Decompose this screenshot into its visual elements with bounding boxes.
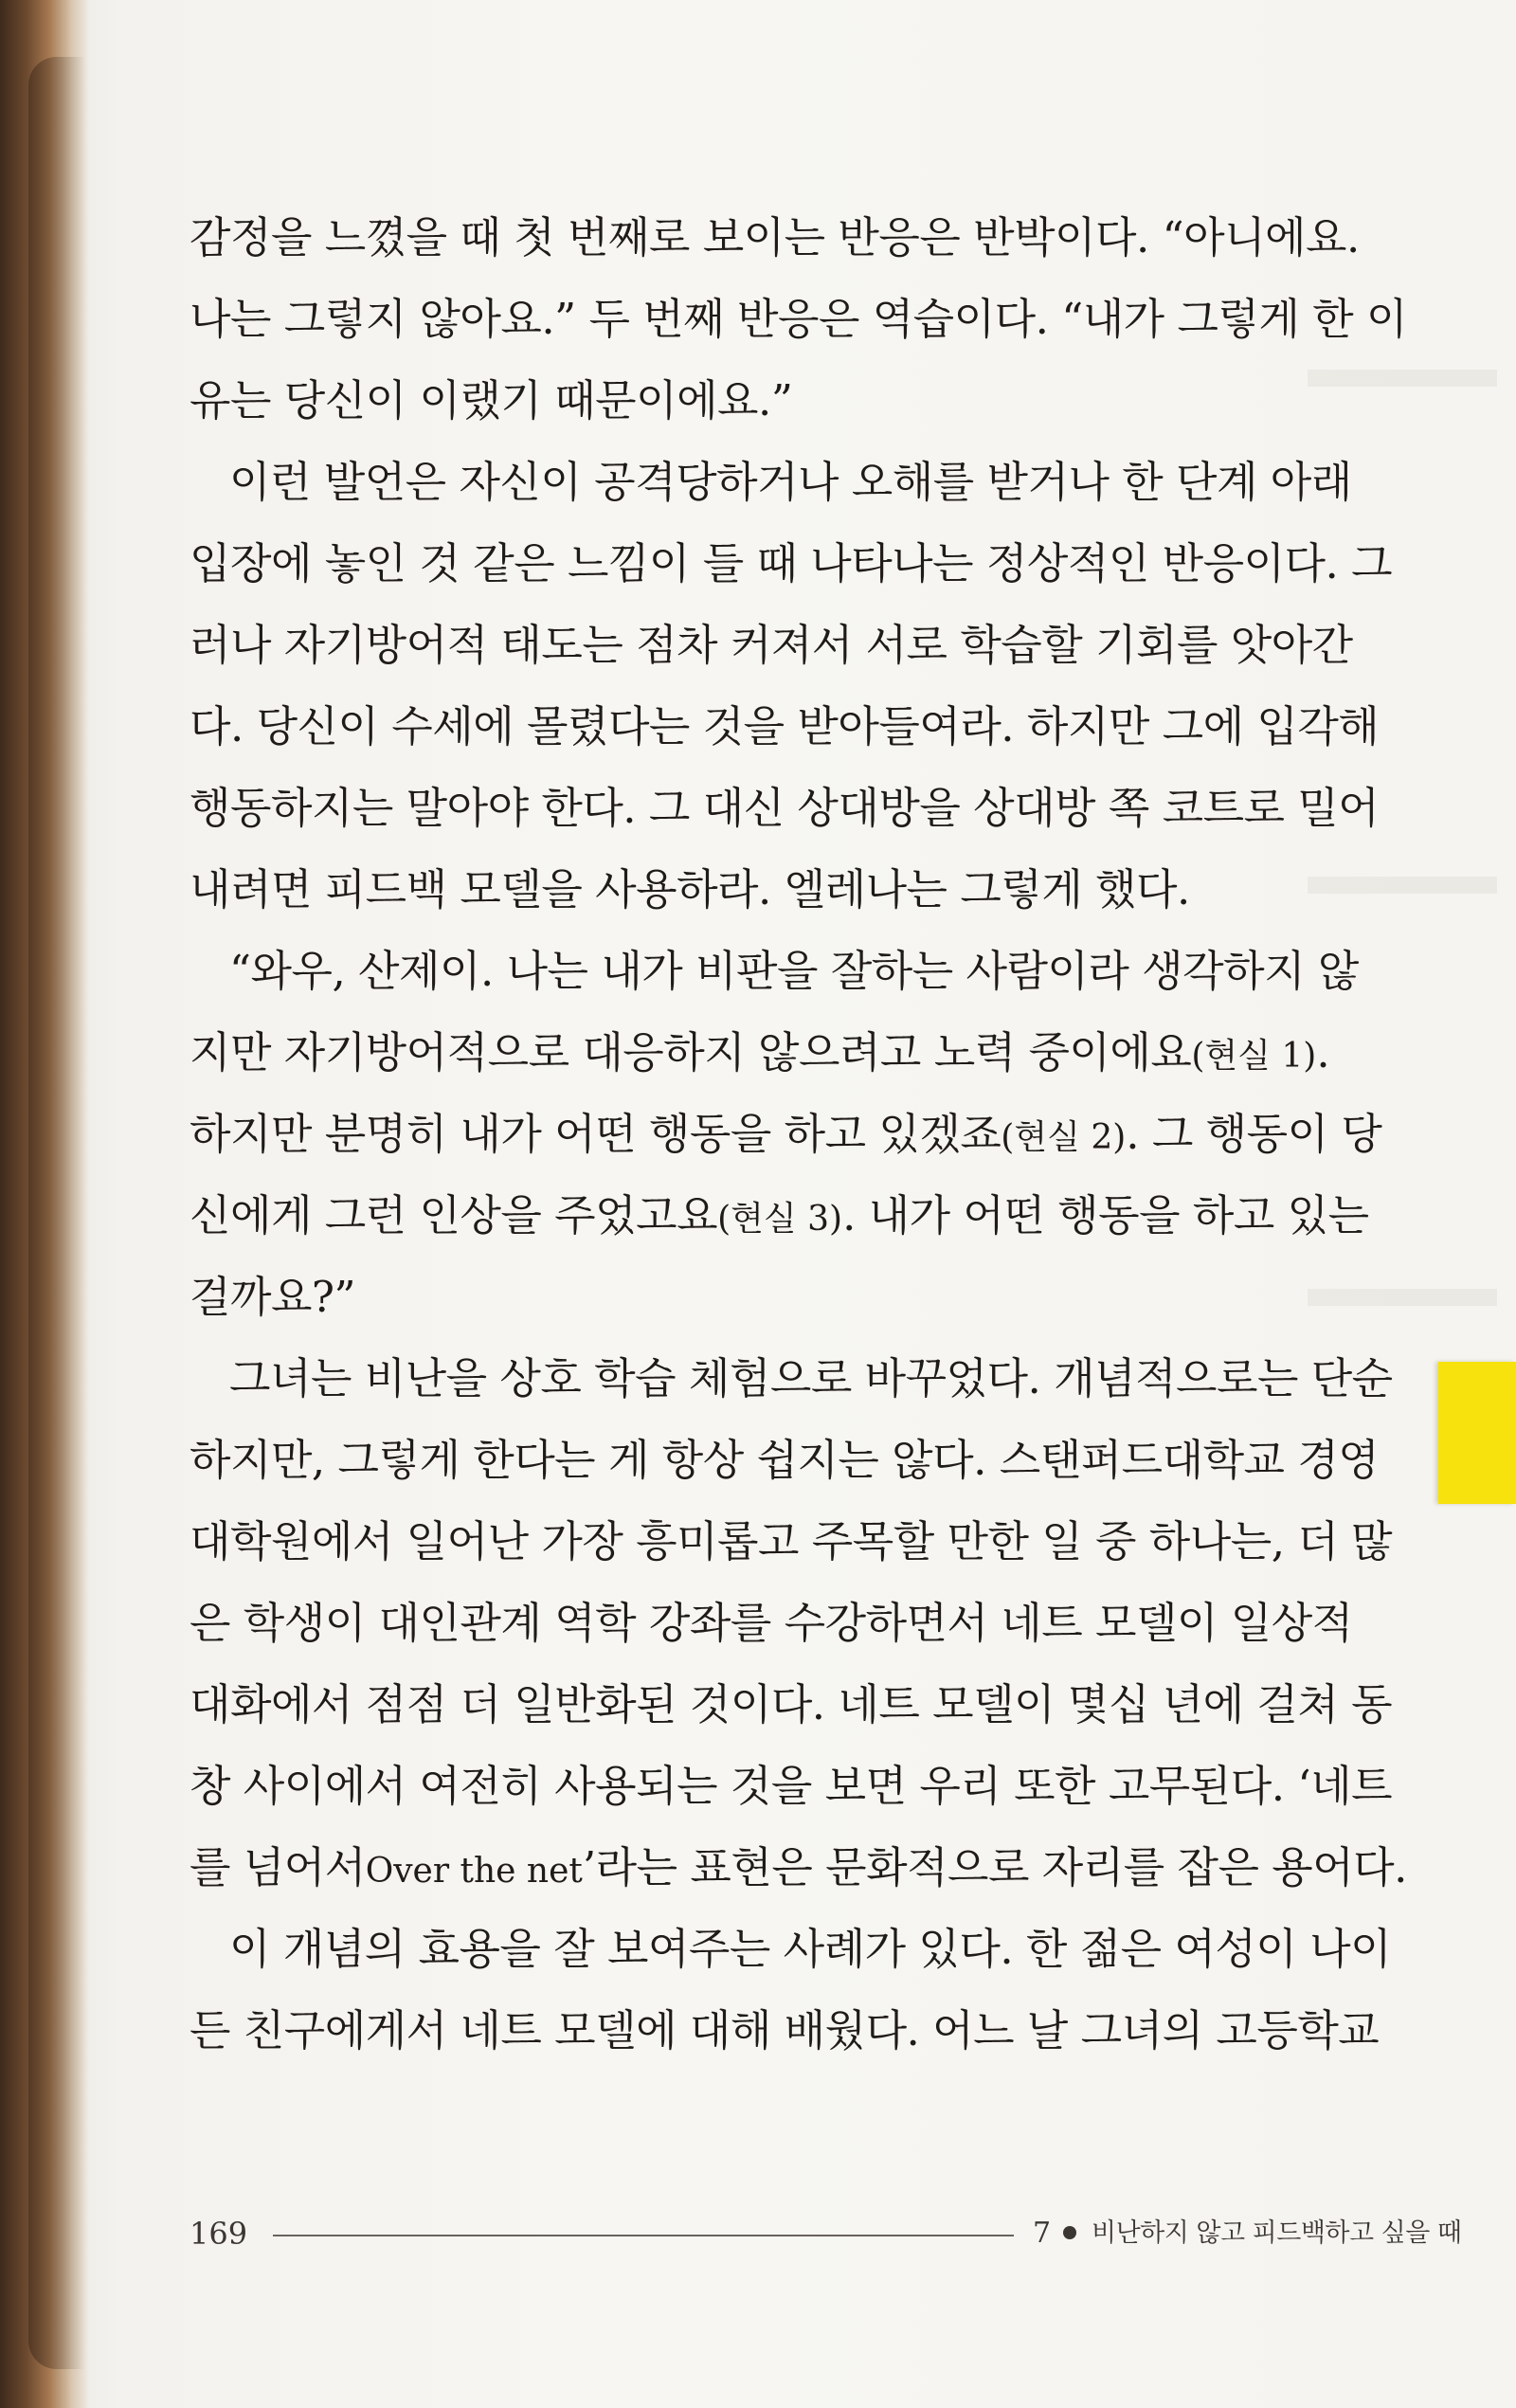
text-line: 이 개념의 효용을 잘 보여주는 사례가 있다. 한 젊은 여성이 나이 [229,1924,1392,1974]
text-run: 신에게 그런 인상을 주었고요 [190,1190,718,1240]
reality-note: (현실 1) [1191,1037,1317,1076]
reality-note: (현실 3) [717,1200,843,1239]
english-gloss: Over the net [365,1852,583,1891]
text-line: 행동하지는 말아야 한다. 그 대신 상대방을 상대방 쪽 코트로 밀어 [190,783,1380,833]
page-footer [190,2211,1462,2256]
text-line [190,1827,1407,1909]
binding-shadow [28,57,85,2369]
text-line: 유는 당신이 이랬기 때문이에요.” [190,375,793,425]
sticky-page-flag [1438,1362,1516,1504]
bleed-through-mark [1308,1289,1497,1306]
footer-rule [273,2235,1014,2236]
text-run: . 그 행동이 당 [1126,1109,1382,1159]
text-line: 대화에서 점점 더 일반화된 것이다. 네트 모델이 몇십 년에 걸쳐 동 [190,1679,1393,1729]
text-line: 은 학생이 대인관계 역학 강좌를 수강하면서 네트 모델이 일상적 [190,1598,1353,1648]
text-run: . [1316,1027,1330,1077]
text-line: 입장에 놓인 것 같은 느낌이 들 때 나타나는 정상적인 반응이다. 그 [190,538,1393,588]
text-line: 하지만, 그렇게 한다는 게 항상 쉽지는 않다. 스탠퍼드대학교 경영 [190,1435,1380,1485]
running-header-title: 비난하지 않고 피드백하고 싶을 때 [1092,2218,1462,2248]
chapter-number: 7 [1033,2217,1052,2250]
text-line: 그녀는 비난을 상호 학습 체험으로 바꾸었다. 개념적으로는 단순 [229,1353,1393,1403]
text-run: 하지만 분명히 내가 어떤 행동을 하고 있겠죠 [190,1109,1002,1159]
text-line: 든 친구에게서 네트 모델에 대해 배웠다. 어느 날 그녀의 고등학교 [190,2005,1380,2055]
bleed-through-mark [1308,370,1497,387]
text-line [190,1175,1369,1257]
text-line: 나는 그렇지 않아요.” 두 번째 반응은 역습이다. “내가 그렇게 한 이 [190,294,1407,344]
text-line: 다. 당신이 수세에 몰렸다는 것을 받아들여라. 하지만 그에 입각해 [190,701,1380,751]
text-run: ’라는 표현은 문화적으로 자리를 잡은 용어다. [582,1842,1407,1892]
text-run: . 내가 어떤 행동을 하고 있는 [842,1190,1369,1240]
body-text [190,197,1407,2072]
bleed-through-mark [1308,877,1497,894]
text-line: 창 사이에서 여전히 사용되는 것을 보면 우리 또한 고무된다. ‘네트 [190,1761,1393,1811]
page-number: 169 [190,2216,248,2252]
bullet-dot-icon [1063,2226,1076,2239]
text-run: 를 넘어서 [190,1842,366,1892]
text-run: 지만 자기방어적으로 대응하지 않으려고 노력 중이에요 [190,1027,1192,1077]
text-line [190,1094,1382,1175]
text-line [190,1012,1330,1094]
reality-note: (현실 2) [1001,1118,1127,1157]
text-line: 걸까요?” [190,1272,356,1322]
text-line: 감정을 느꼈을 때 첫 번째로 보이는 반응은 반박이다. “아니에요. [190,212,1360,263]
text-line: 이런 발언은 자신이 공격당하거나 오해를 받거나 한 단계 아래 [229,457,1352,507]
text-line: 내려면 피드백 모델을 사용하라. 엘레나는 그렇게 했다. [190,864,1190,914]
text-line: 러나 자기방어적 태도는 점차 커져서 서로 학습할 기회를 앗아간 [190,620,1353,670]
text-line: 대학원에서 일어난 가장 흥미롭고 주목할 만한 일 중 하나는, 더 많 [190,1516,1393,1566]
text-line: “와우, 산제이. 나는 내가 비판을 잘하는 사람이라 생각하지 않 [229,946,1359,996]
